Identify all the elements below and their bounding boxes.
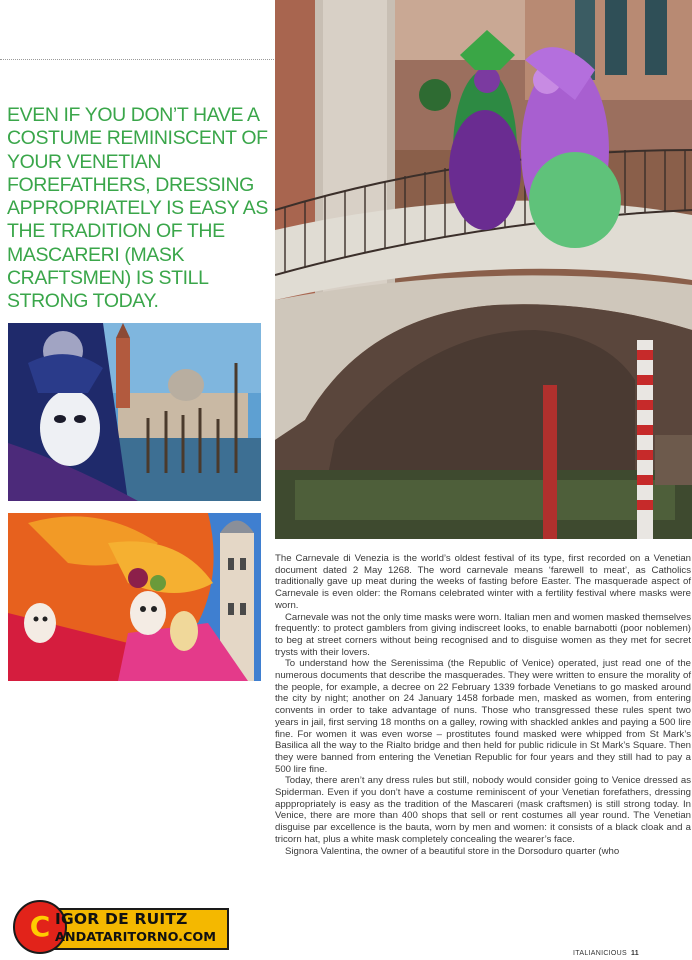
article-body xyxy=(275,553,691,857)
bridge-carnival-photo xyxy=(275,0,692,539)
photographer-credit-logo xyxy=(13,900,229,954)
article-paragraph: Today, there aren’t any dress rules but still, nobody would consider going to Venice dressed as Spiderman. Even if you don’t have a costume reminiscent of your Venetian forefathers, dressing apppropriately is easy as the tradition of the Mascareri (mask craftsmen) is still strong today. In Venice, there are more than 400 shops that sell or rent costumes all year round. The Venetian disguise par excellence is the bauta, worn by men and women: it consists of a black cloak and a tricorn hat, plus a white mask completely concealing the wearer’s face. xyxy=(275,775,691,845)
orange-costume-photo xyxy=(8,513,261,681)
orange-costume-image xyxy=(8,513,261,681)
article-paragraph: Signora Valentina, the owner of a beautiful store in the Dorsoduro quarter (who xyxy=(285,845,620,857)
article-paragraph: To understand how the Serenissima (the Republic of Venice) operated, just read one of the numerous documents that describe the masquerades. They were written to ensure the morality of the people, for example, a decree on 22 February 1339 forbade Venetians to go masked around the city by night; another on 24 January 1458 forbade men, masked as women, from entering convents in order to take advantage of nuns. Those who transgressed these rules spent two years in jail, first serving 18 months on a galley, rowing with shackled ankles and paying a 500 lire fine. For women it was even worse – prostitutes found masked were whipped from St Mark’s Basilica all the way to the Rialto bridge and then held for public ridicule in St Mark’s Square. Then they were banned from entering the Venetian Republic for four years and they still had to pay a 500 lire fine. xyxy=(275,658,691,775)
page-footer xyxy=(573,950,639,957)
pull-quote: EVEN IF YOU DON’T HAVE A COSTUME REMINISCENT OF YOUR VENETIAN FOREFATHERS, DRESSING APPROPRIATELY IS EASY AS THE TRADITION OF THE MASCARERI (MASK CRAFTSMEN) IS STILL STRONG TODAY. xyxy=(7,104,268,313)
article-paragraph: The Carnevale di Venezia is the world’s oldest festival of its type, first recorded on a Venetian document dated 2 May 1268. The word carnevale means ‘farewell to meat’, as Catholics traditionally gave up meat during the weeks of fasting before Easter. The masquerade aspect of Carnevale is even older: the Romans celebrated winter with a fertility festival where masks were worn. xyxy=(275,553,691,611)
page-number: 11 xyxy=(631,950,639,957)
blue-mask-image xyxy=(8,323,261,501)
photographer-website: ANDATARITORNO.COM xyxy=(55,930,217,945)
logo-c-emblem-icon: C xyxy=(13,900,67,954)
bridge-carnival-image xyxy=(275,0,692,539)
blue-mask-photo xyxy=(8,323,261,501)
photographer-name: IGOR DE RUITZ xyxy=(55,910,188,928)
publication-name: ITALIANICIOUS xyxy=(573,950,627,957)
header-divider xyxy=(0,59,278,60)
article-paragraph: Carnevale was not the only time masks were worn. Italian men and women masked themselves frequently: to protect gamblers from giving indiscreet looks, to enable barnabotti (poor noblemen) to beg at street corners without being recognised and to disguise women as they met for secret trysts with their lovers. xyxy=(275,611,691,658)
